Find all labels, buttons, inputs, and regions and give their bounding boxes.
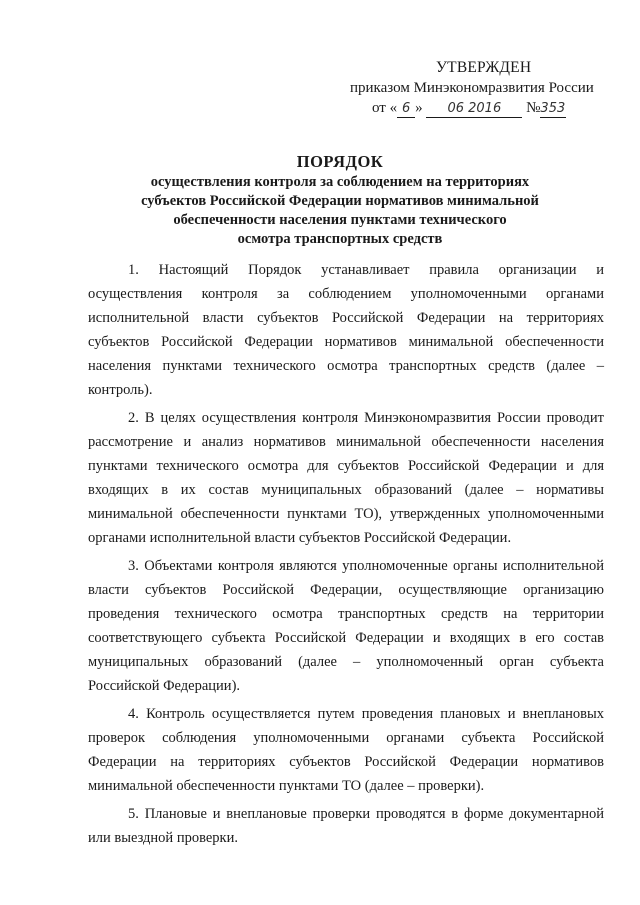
subtitle-line-4: осмотра транспортных средств (237, 231, 443, 247)
document-title: ПОРЯДОК (296, 152, 384, 171)
number-label: № (526, 100, 541, 116)
handwritten-day: 6 (397, 101, 415, 118)
date-from-label: от « (372, 100, 398, 116)
approval-heading: УТВЕРЖДЕН (436, 59, 532, 76)
subtitle-line-3: обеспеченности населения пунктами технического (173, 212, 507, 228)
approval-order-line: приказом Минэкономразвития России (350, 80, 594, 96)
document-heading (90, 151, 590, 249)
document-body (88, 258, 604, 854)
approval-date-line (340, 98, 610, 118)
handwritten-number: 353 (540, 101, 566, 116)
paragraph-2: 2. В целях осуществления контроля Минэкономразвития России проводит рассмотрение и анализ нормативов минимальной обеспеченности населения пунктами технического осмотра для субъектов Российской Федерации и для входящих в их состав муниципальных образований (далее – нормативы минимальной обеспеченности пунктами ТО), утвержденных уполномоченными органами исполнительной власти субъектов Российской Федерации. (88, 410, 604, 546)
subtitle-line-2: субъектов Российской Федерации нормативов минимальной (141, 193, 539, 209)
paragraph-4: 4. Контроль осуществляется путем проведения плановых и внеплановых проверок соблюдения уполномоченными органами субъекта Российской Федерации на территориях субъектов Российской Федерации нормативов минимальной обеспеченности пунктами ТО (далее – проверки). (88, 706, 604, 794)
subtitle-line-1: осуществления контроля за соблюдением на территориях (150, 174, 530, 190)
paragraph-3: 3. Объектами контроля являются уполномоченные органы исполнительной власти субъектов Российской Федерации, осуществляющие организацию проведения технического осмотра транспортных средств на территории соответствующего субъекта Российской Федерации и входящих в его состав муниципальных образований (далее – уполномоченный орган субъекта Российской Федерации). (88, 558, 604, 694)
paragraph-1: 1. Настоящий Порядок устанавливает правила организации и осуществления контроля за соблюдением уполномоченными органами исполнительной власти субъектов Российской Федерации на территориях субъектов Российской Федерации нормативов минимальной обеспеченности населения пунктами технического осмотра транспортных средств (далее – контроль). (88, 262, 604, 398)
handwritten-date: 06 2016 (426, 101, 522, 118)
approval-stamp (340, 58, 610, 118)
paragraph-5: 5. Плановые и внеплановые проверки проводятся в форме документарной или выездной проверки. (88, 806, 604, 846)
date-close-quote: » (415, 100, 423, 116)
